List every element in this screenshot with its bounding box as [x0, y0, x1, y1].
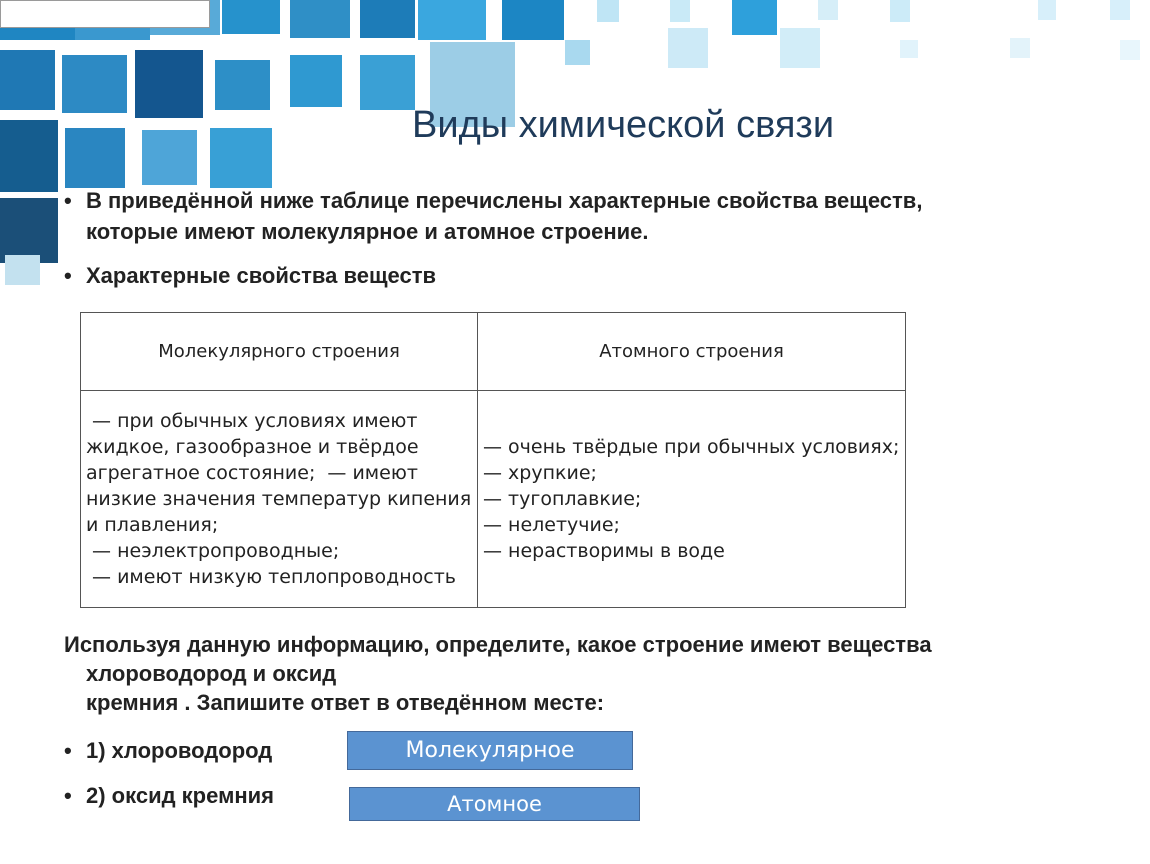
header-atomic: Атомного строения: [478, 313, 906, 391]
table-row: [81, 391, 906, 608]
answer-1-bullet: [64, 735, 273, 766]
answer-2-bullet: [64, 780, 274, 811]
top-left-box: [0, 0, 210, 28]
answer-1-box[interactable]: Молекулярное: [347, 731, 633, 770]
molecular-properties: — при обычных условиях имеют жидкое, газообразное и твёрдое агрегатное состояние; — имеют низкие значения температур кипения и плавления; — неэлектропроводные; — имеют низкую теплопроводность: [81, 391, 478, 608]
answer-1-label: 1) хлороводород: [86, 738, 273, 763]
header-molecular: Молекулярного строения: [81, 313, 478, 391]
table-header-row: [81, 313, 906, 391]
intro-line-1: В приведённой ниже таблице перечислены характерные свойства веществ,: [86, 188, 923, 213]
atomic-properties: — очень твёрдые при обычных условиях; — хрупкие; — тугоплавкие; — нелетучие; — нерастворимы в воде: [478, 391, 906, 608]
bullet-dot: •: [64, 188, 72, 213]
bullet-dot: •: [64, 263, 72, 288]
properties-table: [80, 312, 906, 608]
properties-bullet: [64, 260, 437, 291]
properties-heading: Характерные свойства веществ: [86, 263, 437, 288]
intro-line-2: которые имеют молекулярное и атомное строение.: [86, 219, 649, 244]
answer-2-box[interactable]: Атомное: [349, 787, 640, 821]
answer-2-label: 2) оксид кремния: [86, 783, 274, 808]
question-line-2: хлороводород и оксид: [86, 661, 337, 686]
intro-bullet: [64, 185, 923, 247]
slide-title: Виды химической связи: [412, 104, 835, 146]
question-text: [64, 630, 1114, 717]
question-line-3: кремния . Запишите ответ в отведённом месте:: [86, 690, 605, 715]
bullet-dot: •: [64, 738, 72, 763]
bullet-dot: •: [64, 783, 72, 808]
question-line-1: Используя данную информацию, определите, какое строение имеют вещества: [64, 632, 932, 657]
